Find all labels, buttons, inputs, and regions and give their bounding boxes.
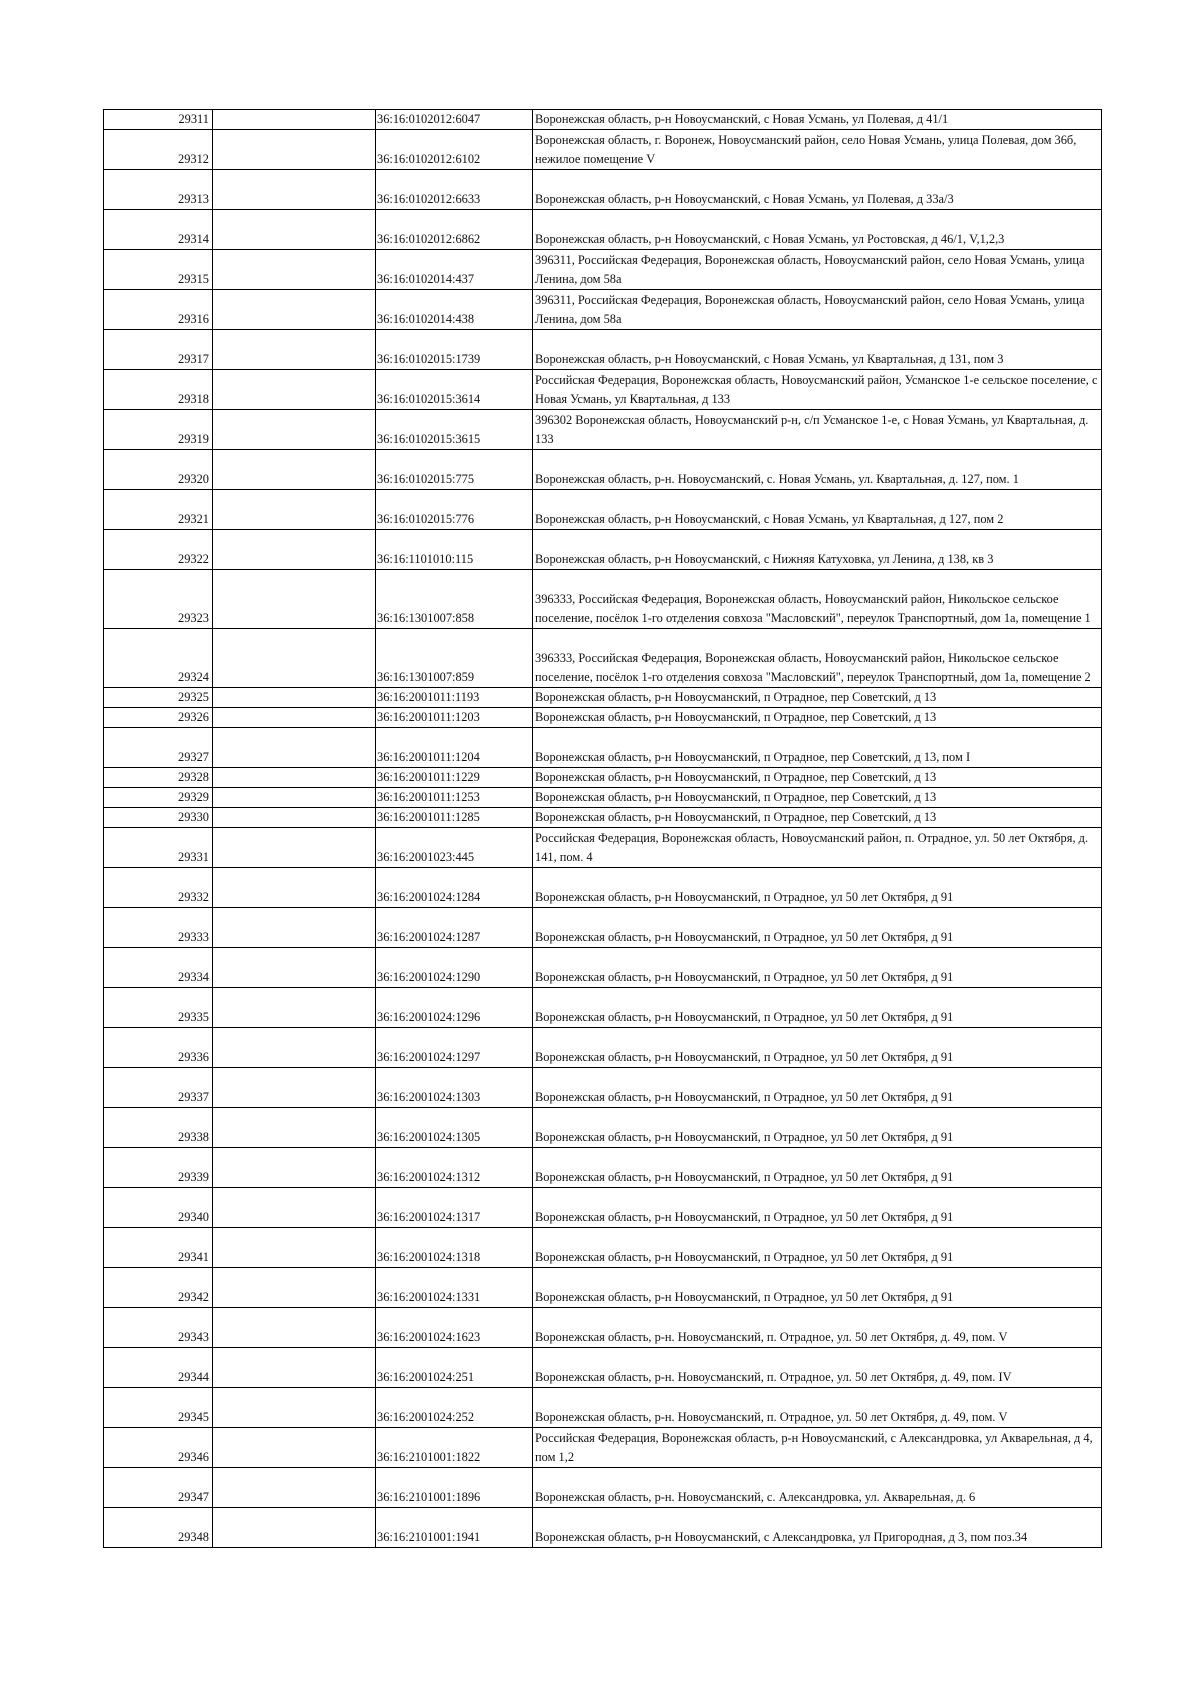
row-number-cell: 29318 [104, 370, 213, 410]
cadastral-number-cell: 36:16:2001023:445 [376, 828, 533, 868]
empty-cell [213, 1188, 376, 1228]
row-number-cell: 29323 [104, 570, 213, 629]
row-number-cell: 29314 [104, 210, 213, 250]
empty-cell [213, 868, 376, 908]
cadastral-number-cell: 36:16:0102015:3615 [376, 410, 533, 450]
row-number-cell: 29331 [104, 828, 213, 868]
cadastral-number-cell: 36:16:2001024:1623 [376, 1308, 533, 1348]
cadastral-number-cell: 36:16:1101010:115 [376, 530, 533, 570]
row-number-cell: 29348 [104, 1508, 213, 1548]
address-cell: Воронежская область, р-н Новоусманский, с Новая Усмань, ул Полевая, д 41/1 [533, 110, 1102, 130]
cadastral-number-cell: 36:16:2001024:251 [376, 1348, 533, 1388]
empty-cell [213, 330, 376, 370]
table-row [104, 1068, 1102, 1108]
table-row [104, 1348, 1102, 1388]
address-cell: Воронежская область, р-н. Новоусманский, п. Отрадное, ул. 50 лет Октября, д. 49, пом. V [533, 1308, 1102, 1348]
row-number-cell: 29338 [104, 1108, 213, 1148]
address-cell: Воронежская область, р-н Новоусманский, п Отрадное, ул 50 лет Октября, д 91 [533, 1068, 1102, 1108]
empty-cell [213, 1148, 376, 1188]
table-row [104, 170, 1102, 210]
cadastral-number-cell: 36:16:2001011:1193 [376, 688, 533, 708]
empty-cell [213, 370, 376, 410]
address-cell: Воронежская область, р-н Новоусманский, п Отрадное, ул 50 лет Октября, д 91 [533, 1028, 1102, 1068]
empty-cell [213, 570, 376, 629]
address-cell: Воронежская область, р-н Новоусманский, с Новая Усмань, ул Квартальная, д 127, пом 2 [533, 490, 1102, 530]
address-cell: Воронежская область, р-н. Новоусманский, п. Отрадное, ул. 50 лет Октября, д. 49, пом. V [533, 1388, 1102, 1428]
cadastral-number-cell: 36:16:2001024:1296 [376, 988, 533, 1028]
table-row [104, 530, 1102, 570]
cadastral-number-cell: 36:16:2001024:252 [376, 1388, 533, 1428]
table-row [104, 1428, 1102, 1468]
row-number-cell: 29346 [104, 1428, 213, 1468]
empty-cell [213, 1268, 376, 1308]
empty-cell [213, 768, 376, 788]
cadastral-number-cell: 36:16:2001011:1204 [376, 728, 533, 768]
table-row [104, 1108, 1102, 1148]
address-cell: Воронежская область, р-н Новоусманский, с Новая Усмань, ул Полевая, д 33а/3 [533, 170, 1102, 210]
address-cell: Воронежская область, г. Воронеж, Новоусманский район, село Новая Усмань, улица Полевая, дом 36б, нежилое помещение V [533, 130, 1102, 170]
cadastral-number-cell: 36:16:2001024:1318 [376, 1228, 533, 1268]
cadastral-number-cell: 36:16:2001011:1229 [376, 768, 533, 788]
cadastral-number-cell: 36:16:0102015:3614 [376, 370, 533, 410]
row-number-cell: 29347 [104, 1468, 213, 1508]
cadastral-number-cell: 36:16:1301007:858 [376, 570, 533, 629]
address-cell: Воронежская область, р-н Новоусманский, п Отрадное, ул 50 лет Октября, д 91 [533, 1148, 1102, 1188]
table-row [104, 948, 1102, 988]
cadastral-number-cell: 36:16:0102012:6102 [376, 130, 533, 170]
cadastral-number-cell: 36:16:2001011:1203 [376, 708, 533, 728]
table-row [104, 290, 1102, 330]
row-number-cell: 29316 [104, 290, 213, 330]
empty-cell [213, 1068, 376, 1108]
address-cell: Воронежская область, р-н Новоусманский, п Отрадное, пер Советский, д 13 [533, 688, 1102, 708]
cadastral-number-cell: 36:16:2001024:1305 [376, 1108, 533, 1148]
cadastral-number-cell: 36:16:0102014:437 [376, 250, 533, 290]
empty-cell [213, 629, 376, 688]
address-cell: 396311, Российская Федерация, Воронежская область, Новоусманский район, село Новая Усмань, улица Ленина, дом 58а [533, 250, 1102, 290]
row-number-cell: 29337 [104, 1068, 213, 1108]
table-row [104, 728, 1102, 768]
empty-cell [213, 1308, 376, 1348]
address-cell: Воронежская область, р-н Новоусманский, п Отрадное, пер Советский, д 13 [533, 768, 1102, 788]
table-row [104, 130, 1102, 170]
row-number-cell: 29339 [104, 1148, 213, 1188]
cadastral-number-cell: 36:16:0102012:6633 [376, 170, 533, 210]
row-number-cell: 29342 [104, 1268, 213, 1308]
cadastral-number-cell: 36:16:2001024:1331 [376, 1268, 533, 1308]
cadastral-number-cell: 36:16:2001024:1303 [376, 1068, 533, 1108]
table-row [104, 1308, 1102, 1348]
row-number-cell: 29333 [104, 908, 213, 948]
empty-cell [213, 1228, 376, 1268]
address-cell: Воронежская область, р-н. Новоусманский, с. Александровка, ул. Акварельная, д. 6 [533, 1468, 1102, 1508]
address-cell: Воронежская область, р-н Новоусманский, п Отрадное, ул 50 лет Октября, д 91 [533, 1268, 1102, 1308]
address-cell: Воронежская область, р-н Новоусманский, п Отрадное, пер Советский, д 13 [533, 788, 1102, 808]
address-cell: Воронежская область, р-н Новоусманский, п Отрадное, ул 50 лет Октября, д 91 [533, 948, 1102, 988]
cadastral-number-cell: 36:16:2101001:1822 [376, 1428, 533, 1468]
row-number-cell: 29326 [104, 708, 213, 728]
empty-cell [213, 908, 376, 948]
cadastral-number-cell: 36:16:0102015:776 [376, 490, 533, 530]
address-cell: Воронежская область, р-н Новоусманский, п Отрадное, ул 50 лет Октября, д 91 [533, 1228, 1102, 1268]
row-number-cell: 29345 [104, 1388, 213, 1428]
empty-cell [213, 728, 376, 768]
cadastral-number-cell: 36:16:2001024:1297 [376, 1028, 533, 1068]
address-cell: 396302 Воронежская область, Новоусманский р-н, с/п Усманское 1-е, с Новая Усмань, ул Квартальная, д. 133 [533, 410, 1102, 450]
cadastral-number-cell: 36:16:0102015:1739 [376, 330, 533, 370]
empty-cell [213, 828, 376, 868]
table-row [104, 808, 1102, 828]
empty-cell [213, 688, 376, 708]
row-number-cell: 29344 [104, 1348, 213, 1388]
table-row [104, 868, 1102, 908]
empty-cell [213, 490, 376, 530]
row-number-cell: 29311 [104, 110, 213, 130]
empty-cell [213, 708, 376, 728]
empty-cell [213, 1028, 376, 1068]
table-row [104, 110, 1102, 130]
empty-cell [213, 130, 376, 170]
address-cell: Воронежская область, р-н Новоусманский, с Новая Усмань, ул Ростовская, д 46/1, V,1,2,3 [533, 210, 1102, 250]
cadastral-number-cell: 36:16:0102014:438 [376, 290, 533, 330]
row-number-cell: 29332 [104, 868, 213, 908]
row-number-cell: 29317 [104, 330, 213, 370]
table-row [104, 1148, 1102, 1188]
table-row [104, 1228, 1102, 1268]
empty-cell [213, 1508, 376, 1548]
table-row [104, 988, 1102, 1028]
row-number-cell: 29319 [104, 410, 213, 450]
empty-cell [213, 530, 376, 570]
table-row [104, 570, 1102, 629]
table-row [104, 828, 1102, 868]
table-row [104, 330, 1102, 370]
row-number-cell: 29343 [104, 1308, 213, 1348]
address-cell: Воронежская область, р-н Новоусманский, п Отрадное, ул 50 лет Октября, д 91 [533, 1188, 1102, 1228]
row-number-cell: 29321 [104, 490, 213, 530]
empty-cell [213, 1468, 376, 1508]
row-number-cell: 29315 [104, 250, 213, 290]
table-row [104, 1468, 1102, 1508]
cadastral-number-cell: 36:16:2001011:1285 [376, 808, 533, 828]
empty-cell [213, 170, 376, 210]
address-cell: Воронежская область, р-н Новоусманский, с Новая Усмань, ул Квартальная, д 131, пом 3 [533, 330, 1102, 370]
address-cell: Воронежская область, р-н Новоусманский, п Отрадное, пер Советский, д 13, пом I [533, 728, 1102, 768]
table-row [104, 1388, 1102, 1428]
address-cell: Воронежская область, р-н Новоусманский, с Нижняя Катуховка, ул Ленина, д 138, кв 3 [533, 530, 1102, 570]
address-cell: Воронежская область, р-н Новоусманский, п Отрадное, пер Советский, д 13 [533, 808, 1102, 828]
empty-cell [213, 450, 376, 490]
cadastral-number-cell: 36:16:0102012:6862 [376, 210, 533, 250]
row-number-cell: 29322 [104, 530, 213, 570]
table-row [104, 629, 1102, 688]
empty-cell [213, 988, 376, 1028]
row-number-cell: 29335 [104, 988, 213, 1028]
table-row [104, 768, 1102, 788]
row-number-cell: 29313 [104, 170, 213, 210]
cadastral-number-cell: 36:16:2101001:1896 [376, 1468, 533, 1508]
row-number-cell: 29334 [104, 948, 213, 988]
table-row [104, 250, 1102, 290]
cadastral-number-cell: 36:16:2001024:1287 [376, 908, 533, 948]
address-cell: Воронежская область, р-н Новоусманский, п Отрадное, ул 50 лет Октября, д 91 [533, 868, 1102, 908]
empty-cell [213, 788, 376, 808]
empty-cell [213, 948, 376, 988]
cadastral-number-cell: 36:16:2001024:1312 [376, 1148, 533, 1188]
address-cell: Воронежская область, р-н Новоусманский, с Александровка, ул Пригородная, д 3, пом поз.34 [533, 1508, 1102, 1548]
address-cell: Российская Федерация, Воронежская область, Новоусманский район, п. Отрадное, ул. 50 лет Октября, д. 141, пом. 4 [533, 828, 1102, 868]
address-cell: Российская Федерация, Воронежская область, р-н Новоусманский, с Александровка, ул Акварельная, д 4, пом 1,2 [533, 1428, 1102, 1468]
row-number-cell: 29320 [104, 450, 213, 490]
empty-cell [213, 1108, 376, 1148]
address-cell: Воронежская область, р-н Новоусманский, п Отрадное, пер Советский, д 13 [533, 708, 1102, 728]
address-cell: Воронежская область, р-н. Новоусманский, с. Новая Усмань, ул. Квартальная, д. 127, пом. 1 [533, 450, 1102, 490]
row-number-cell: 29330 [104, 808, 213, 828]
row-number-cell: 29336 [104, 1028, 213, 1068]
cadastral-number-cell: 36:16:2101001:1941 [376, 1508, 533, 1548]
empty-cell [213, 210, 376, 250]
table-row [104, 708, 1102, 728]
empty-cell [213, 110, 376, 130]
row-number-cell: 29325 [104, 688, 213, 708]
table-row [104, 1508, 1102, 1548]
address-cell: 396311, Российская Федерация, Воронежская область, Новоусманский район, село Новая Усмань, улица Ленина, дом 58а [533, 290, 1102, 330]
property-registry-table [103, 109, 1102, 1548]
address-cell: Российская Федерация, Воронежская область, Новоусманский район, Усманское 1-е сельское поселение, с Новая Усмань, ул Квартальная, д 133 [533, 370, 1102, 410]
table-row [104, 908, 1102, 948]
row-number-cell: 29329 [104, 788, 213, 808]
row-number-cell: 29324 [104, 629, 213, 688]
cadastral-number-cell: 36:16:2001024:1284 [376, 868, 533, 908]
table-row [104, 1268, 1102, 1308]
row-number-cell: 29341 [104, 1228, 213, 1268]
address-cell: Воронежская область, р-н Новоусманский, п Отрадное, ул 50 лет Октября, д 91 [533, 908, 1102, 948]
cadastral-number-cell: 36:16:2001024:1290 [376, 948, 533, 988]
cadastral-number-cell: 36:16:2001024:1317 [376, 1188, 533, 1228]
table-row [104, 410, 1102, 450]
cadastral-number-cell: 36:16:0102015:775 [376, 450, 533, 490]
empty-cell [213, 1388, 376, 1428]
row-number-cell: 29328 [104, 768, 213, 788]
address-cell: Воронежская область, р-н. Новоусманский, п. Отрадное, ул. 50 лет Октября, д. 49, пом. IV [533, 1348, 1102, 1388]
table-row [104, 450, 1102, 490]
table-row [104, 370, 1102, 410]
empty-cell [213, 808, 376, 828]
table-row [104, 688, 1102, 708]
address-cell: Воронежская область, р-н Новоусманский, п Отрадное, ул 50 лет Октября, д 91 [533, 988, 1102, 1028]
empty-cell [213, 1348, 376, 1388]
empty-cell [213, 1428, 376, 1468]
row-number-cell: 29312 [104, 130, 213, 170]
empty-cell [213, 250, 376, 290]
row-number-cell: 29340 [104, 1188, 213, 1228]
cadastral-number-cell: 36:16:2001011:1253 [376, 788, 533, 808]
table-body [104, 110, 1102, 1548]
row-number-cell: 29327 [104, 728, 213, 768]
table-row [104, 788, 1102, 808]
cadastral-number-cell: 36:16:1301007:859 [376, 629, 533, 688]
cadastral-number-cell: 36:16:0102012:6047 [376, 110, 533, 130]
empty-cell [213, 290, 376, 330]
empty-cell [213, 410, 376, 450]
address-cell: 396333, Российская Федерация, Воронежская область, Новоусманский район, Никольское сельское поселение, посёлок 1-го отделения совхоза "Масловский", переулок Транспортный, дом 1а, помещение 1 [533, 570, 1102, 629]
address-cell: Воронежская область, р-н Новоусманский, п Отрадное, ул 50 лет Октября, д 91 [533, 1108, 1102, 1148]
table-row [104, 210, 1102, 250]
table-row [104, 490, 1102, 530]
table-row [104, 1188, 1102, 1228]
address-cell: 396333, Российская Федерация, Воронежская область, Новоусманский район, Никольское сельское поселение, посёлок 1-го отделения совхоза "Масловский", переулок Транспортный, дом 1а, помещение 2 [533, 629, 1102, 688]
table-row [104, 1028, 1102, 1068]
